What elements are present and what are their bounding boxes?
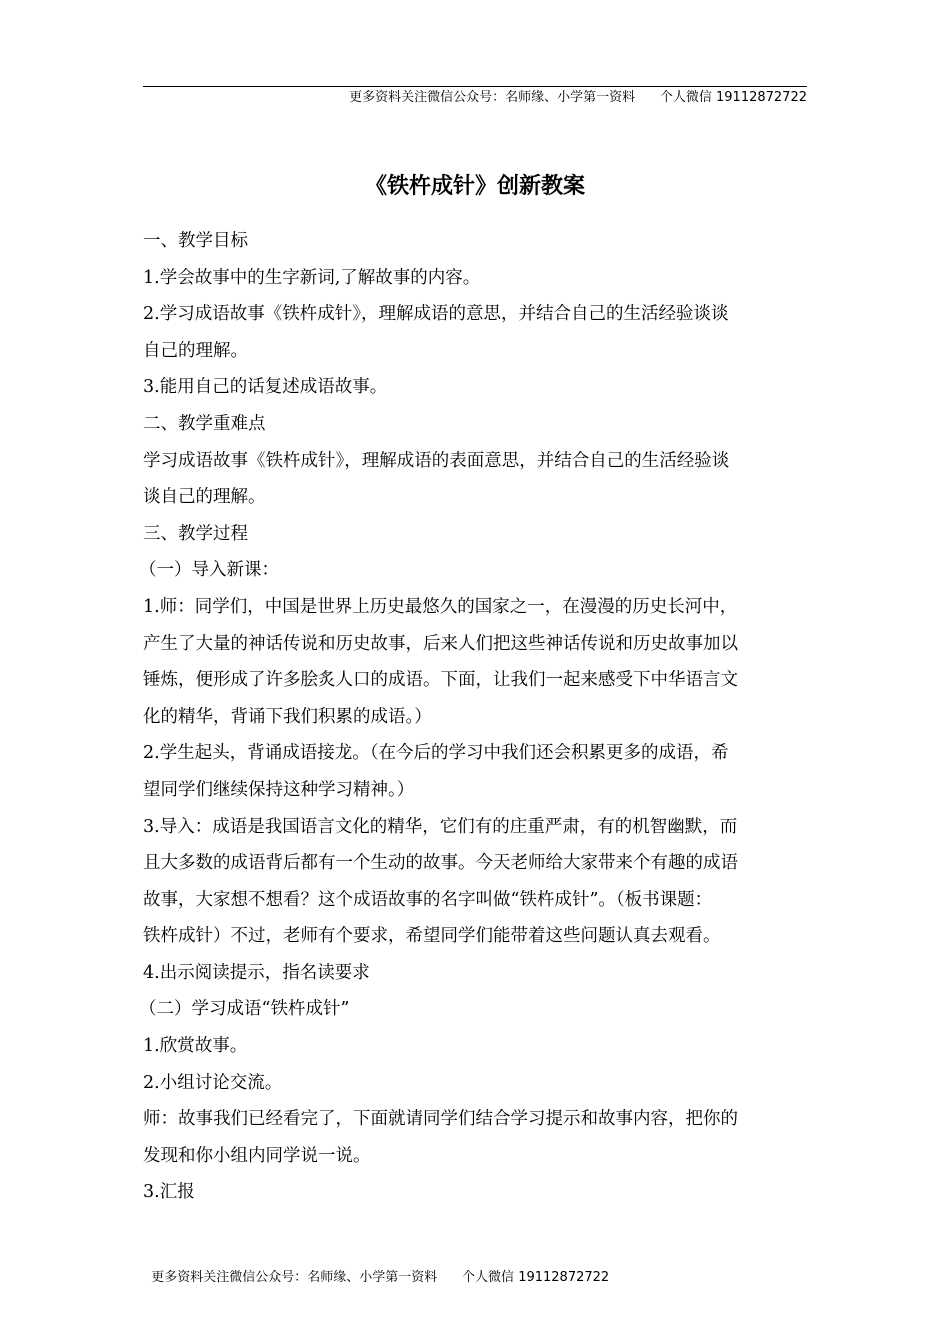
subsection-heading-study: （二）学习成语“铁杵成针” xyxy=(139,999,350,1020)
teacher-instruction-cont: 发现和你小组内同学说一说。 xyxy=(143,1145,371,1166)
footer-text: 更多资料关注微信公众号：名师缘、小学第一资料 个人微信 19112872722 xyxy=(151,1270,610,1285)
intro-item-2-cont: 望同学们继续保持这种学习精神。） xyxy=(143,779,415,800)
section-heading-key-points: 二、教学重难点 xyxy=(143,413,266,434)
intro-item-1: 1.师：同学们，中国是世界上历史最悠久的国家之一，在漫漫的历史长河中， xyxy=(143,596,738,617)
study-item-1: 1.欣赏故事。 xyxy=(143,1036,248,1057)
study-item-2: 2.小组讨论交流。 xyxy=(143,1072,283,1093)
intro-item-1-cont-1: 产生了大量的神话传说和历史故事，后来人们把这些神话传说和历史故事加以 xyxy=(143,633,738,654)
intro-item-3-cont-2: 故事，大家想不想看？这个成语故事的名字叫做“铁杵成针”。（板书课题： xyxy=(143,889,713,910)
intro-item-1-cont-3: 化的精华，背诵下我们积累的成语。） xyxy=(143,706,432,727)
header-text: 更多资料关注微信公众号：名师缘、小学第一资料 个人微信 19112872722 xyxy=(349,90,807,105)
teacher-instruction: 师：故事我们已经看完了，下面就请同学们结合学习提示和故事内容，把你的 xyxy=(143,1109,738,1130)
key-points-text: 学习成语故事《铁杵成针》，理解成语的表面意思，并结合自己的生活经验谈 xyxy=(143,450,730,471)
section-heading-process: 三、教学过程 xyxy=(143,523,248,544)
page-footer xyxy=(143,1245,609,1289)
study-item-3: 3.汇报 xyxy=(143,1182,195,1203)
intro-item-1-cont-2: 锤炼，便形成了许多脍炙人口的成语。下面，让我们一起来感受下中华语言文 xyxy=(143,670,738,691)
section-heading-goals: 一、教学目标 xyxy=(143,231,248,251)
goal-item-2-cont: 自己的理解。 xyxy=(143,340,248,361)
goal-item-2: 2.学习成语故事《铁杵成针》，理解成语的意思，并结合自己的生活经验谈谈 xyxy=(143,304,729,325)
page-header xyxy=(143,62,807,105)
intro-item-3: 3.导入：成语是我国语言文化的精华，它们有的庄重严肃，有的机智幽默，而 xyxy=(143,816,738,837)
goal-item-1: 1.学会故事中的生字新词,了解故事的内容。 xyxy=(143,267,481,288)
subsection-heading-intro: （一）导入新课： xyxy=(139,560,279,581)
intro-item-3-cont-3: 铁杵成针）不过，老师有个要求，希望同学们能带着这些问题认真去观看。 xyxy=(143,926,721,947)
intro-item-2: 2.学生起头，背诵成语接龙。（在今后的学习中我们还会积累更多的成语，希 xyxy=(143,743,729,764)
goal-item-3: 3.能用自己的话复述成语故事。 xyxy=(143,377,388,398)
intro-item-4: 4.出示阅读提示，指名读要求 xyxy=(143,962,370,983)
intro-item-3-cont-1: 且大多数的成语背后都有一个生动的故事。今天老师给大家带来个有趣的成语 xyxy=(143,853,738,874)
document-title: 《铁杵成针》创新教案 xyxy=(364,174,585,199)
document-body xyxy=(139,223,808,1211)
key-points-text-cont: 谈自己的理解。 xyxy=(143,487,266,508)
